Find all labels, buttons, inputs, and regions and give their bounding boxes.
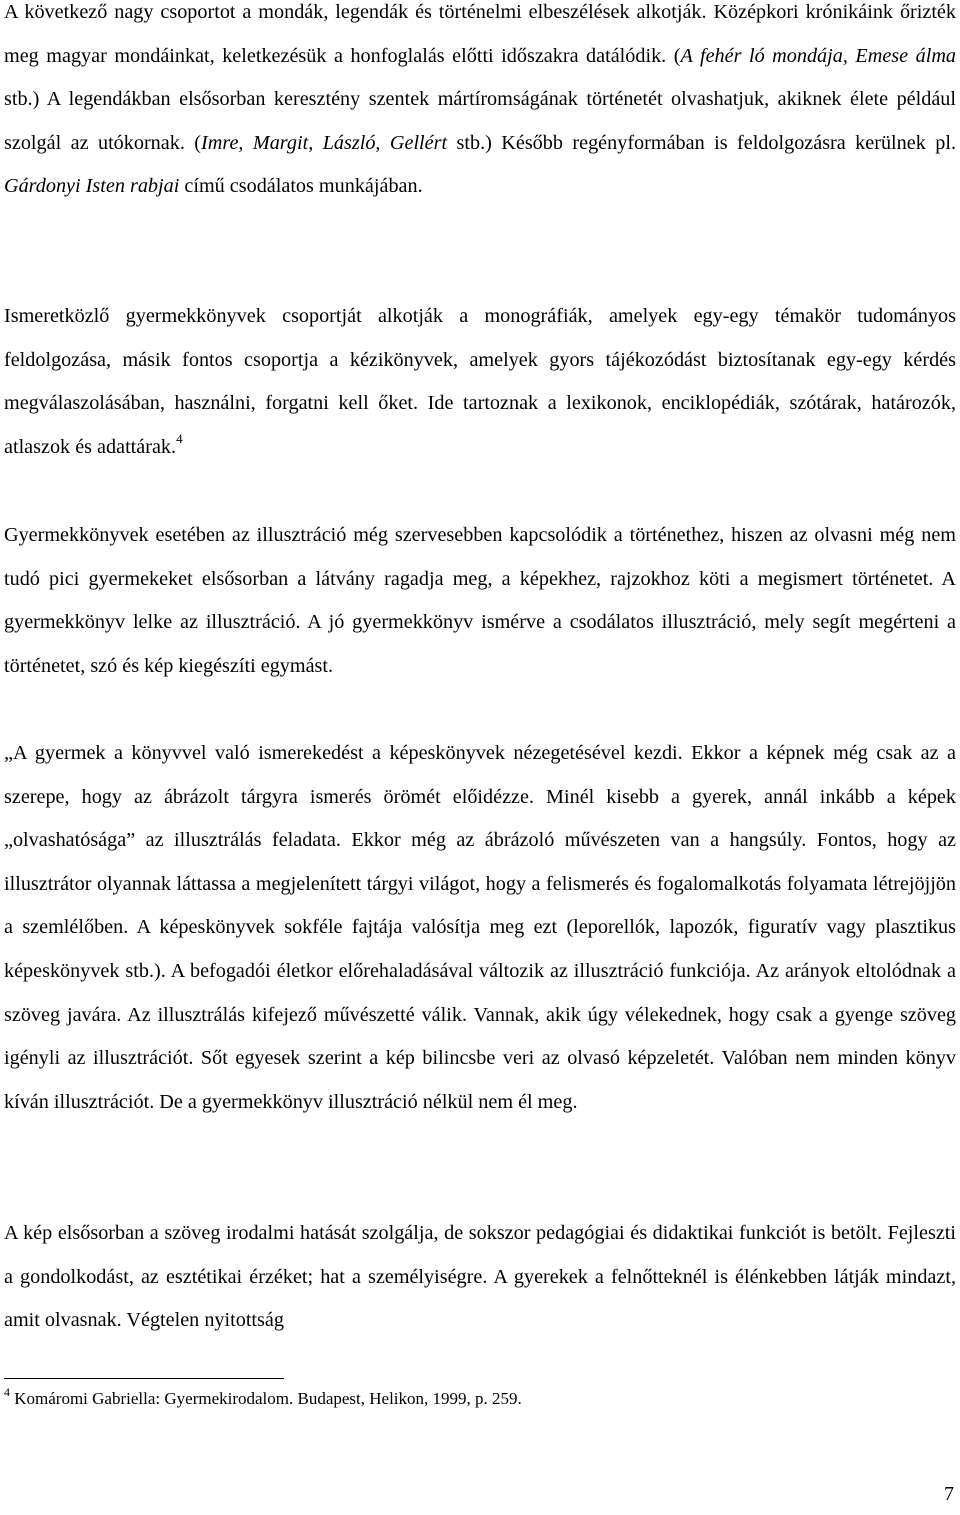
italic-gardonyi-title: Gárdonyi Isten rabjai bbox=[4, 175, 180, 198]
footnote-text: Komáromi Gabriella: Gyermekirodalom. Budapest, Helikon, 1999, p. 259. bbox=[10, 1389, 522, 1408]
paragraph-text: című csodálatos munkájában. bbox=[179, 175, 423, 198]
paragraph-quotation bbox=[4, 732, 956, 1124]
paragraph-mondak-legendak bbox=[4, 0, 956, 209]
italic-saints-names: Imre, Margit, László, Gellért bbox=[201, 131, 448, 154]
paragraph-text: A következő nagy csoportot a mondák, legendák és történelmi elbeszélések alkotják. Középkori krónikáink őrizték meg magyar mondáinkat, keletkezésük a honfoglalás előtti időszakra datálódik. ( bbox=[4, 1, 956, 67]
page-number: 7 bbox=[944, 1483, 954, 1505]
footnote-reference[interactable]: 4 bbox=[176, 430, 183, 446]
paragraph-text: stb.) A legendákban elsősorban keresztény szentek mártíromságának történetét olvashatjuk, akiknek élete például szolgál az utókornak. ( bbox=[4, 88, 956, 154]
paragraph-text: Gyermekkönyvek esetében az illusztráció még szervesebben kapcsolódik a történethez, hiszen az olvasni még nem tudó pici gyermekeket elsősorban a látvány ragadja meg, a képekhez, rajzokhoz köti a megismert történetet. A gyermekkönyv lelke az illusztráció. A jó gyermekkönyv ismérve a csodálatos illusztráció, mely segít megérteni a történetet, szó és kép kiegészíti egymást. bbox=[4, 524, 956, 677]
footnote bbox=[4, 1386, 944, 1412]
paragraph-kep-hatasa bbox=[4, 1212, 956, 1343]
paragraph-illusztracio bbox=[4, 514, 956, 688]
footnote-separator bbox=[4, 1378, 284, 1379]
paragraph-ismeretkozlo bbox=[4, 295, 956, 469]
paragraph-text: „A gyermek a könyvvel való ismerekedést a képeskönyvek nézegetésével kezdi. Ekkor a képnek még csak az a szerepe, hogy az ábrázolt tárgyra ismerés örömét előidézze. Minél kisebb a gyerek, annál inkább a képek „olvashatósága” az illusztrálás feladata. Ekkor még az ábrázoló művészeten van a hangsúly. Fontos, hogy az illusztrátor olyannak láttassa a megjelenített tárgyi világot, hogy a felismerés és fogalomalkotás folyamata létrejöjjön a szemlélőben. A képeskönyvek sokféle fajtája valósítja meg ezt (leporellók, lapozók, figuratív vagy plasztikus képeskönyvek stb.). A befogadói életkor előrehaladásával változik az illusztráció funkciója. Az arányok eltolódnak a szöveg javára. Az illusztrálás kifejező művészetté válik. Vannak, akik úgy vélekednek, hogy csak a gyenge szöveg igényli az illusztrációt. Sőt egyesek szerint a kép bilincsbe veri az olvasó képzeletét. Valóban nem minden könyv kíván illusztrációt. De a gyermekkönyv illusztráció nélkül nem él meg. bbox=[4, 742, 956, 1113]
footnote-number: 4 bbox=[4, 1385, 10, 1399]
paragraph-text: Ismeretközlő gyermekkönyvek csoportját alkotják a monográfiák, amelyek egy-egy témakör tudományos feldolgozása, másik fontos csoportja a kézikönyvek, amelyek gyors tájékozódást biztosítanak egy-egy kérdés megválaszolásában, használni, forgatni kell őket. Ide tartoznak a lexikonok, enciklopédiák, szótárak, határozók, atlaszok és adattárak. bbox=[4, 305, 956, 458]
paragraph-text: stb.) Később regényformában is feldolgozásra kerülnek pl. bbox=[447, 131, 956, 154]
paragraph-text: A kép elsősorban a szöveg irodalmi hatását szolgálja, de sokszor pedagógiai és didaktikai funkciót is betölt. Fejleszti a gondolkodást, az esztétikai érzéket; hat a személyiségre. A gyerekek a felnőtteknél is élénkebben látják mindazt, amit olvasnak. Végtelen nyitottság bbox=[4, 1222, 956, 1332]
italic-title-feher-lo: A fehér ló mondája, Emese álma bbox=[680, 44, 956, 67]
